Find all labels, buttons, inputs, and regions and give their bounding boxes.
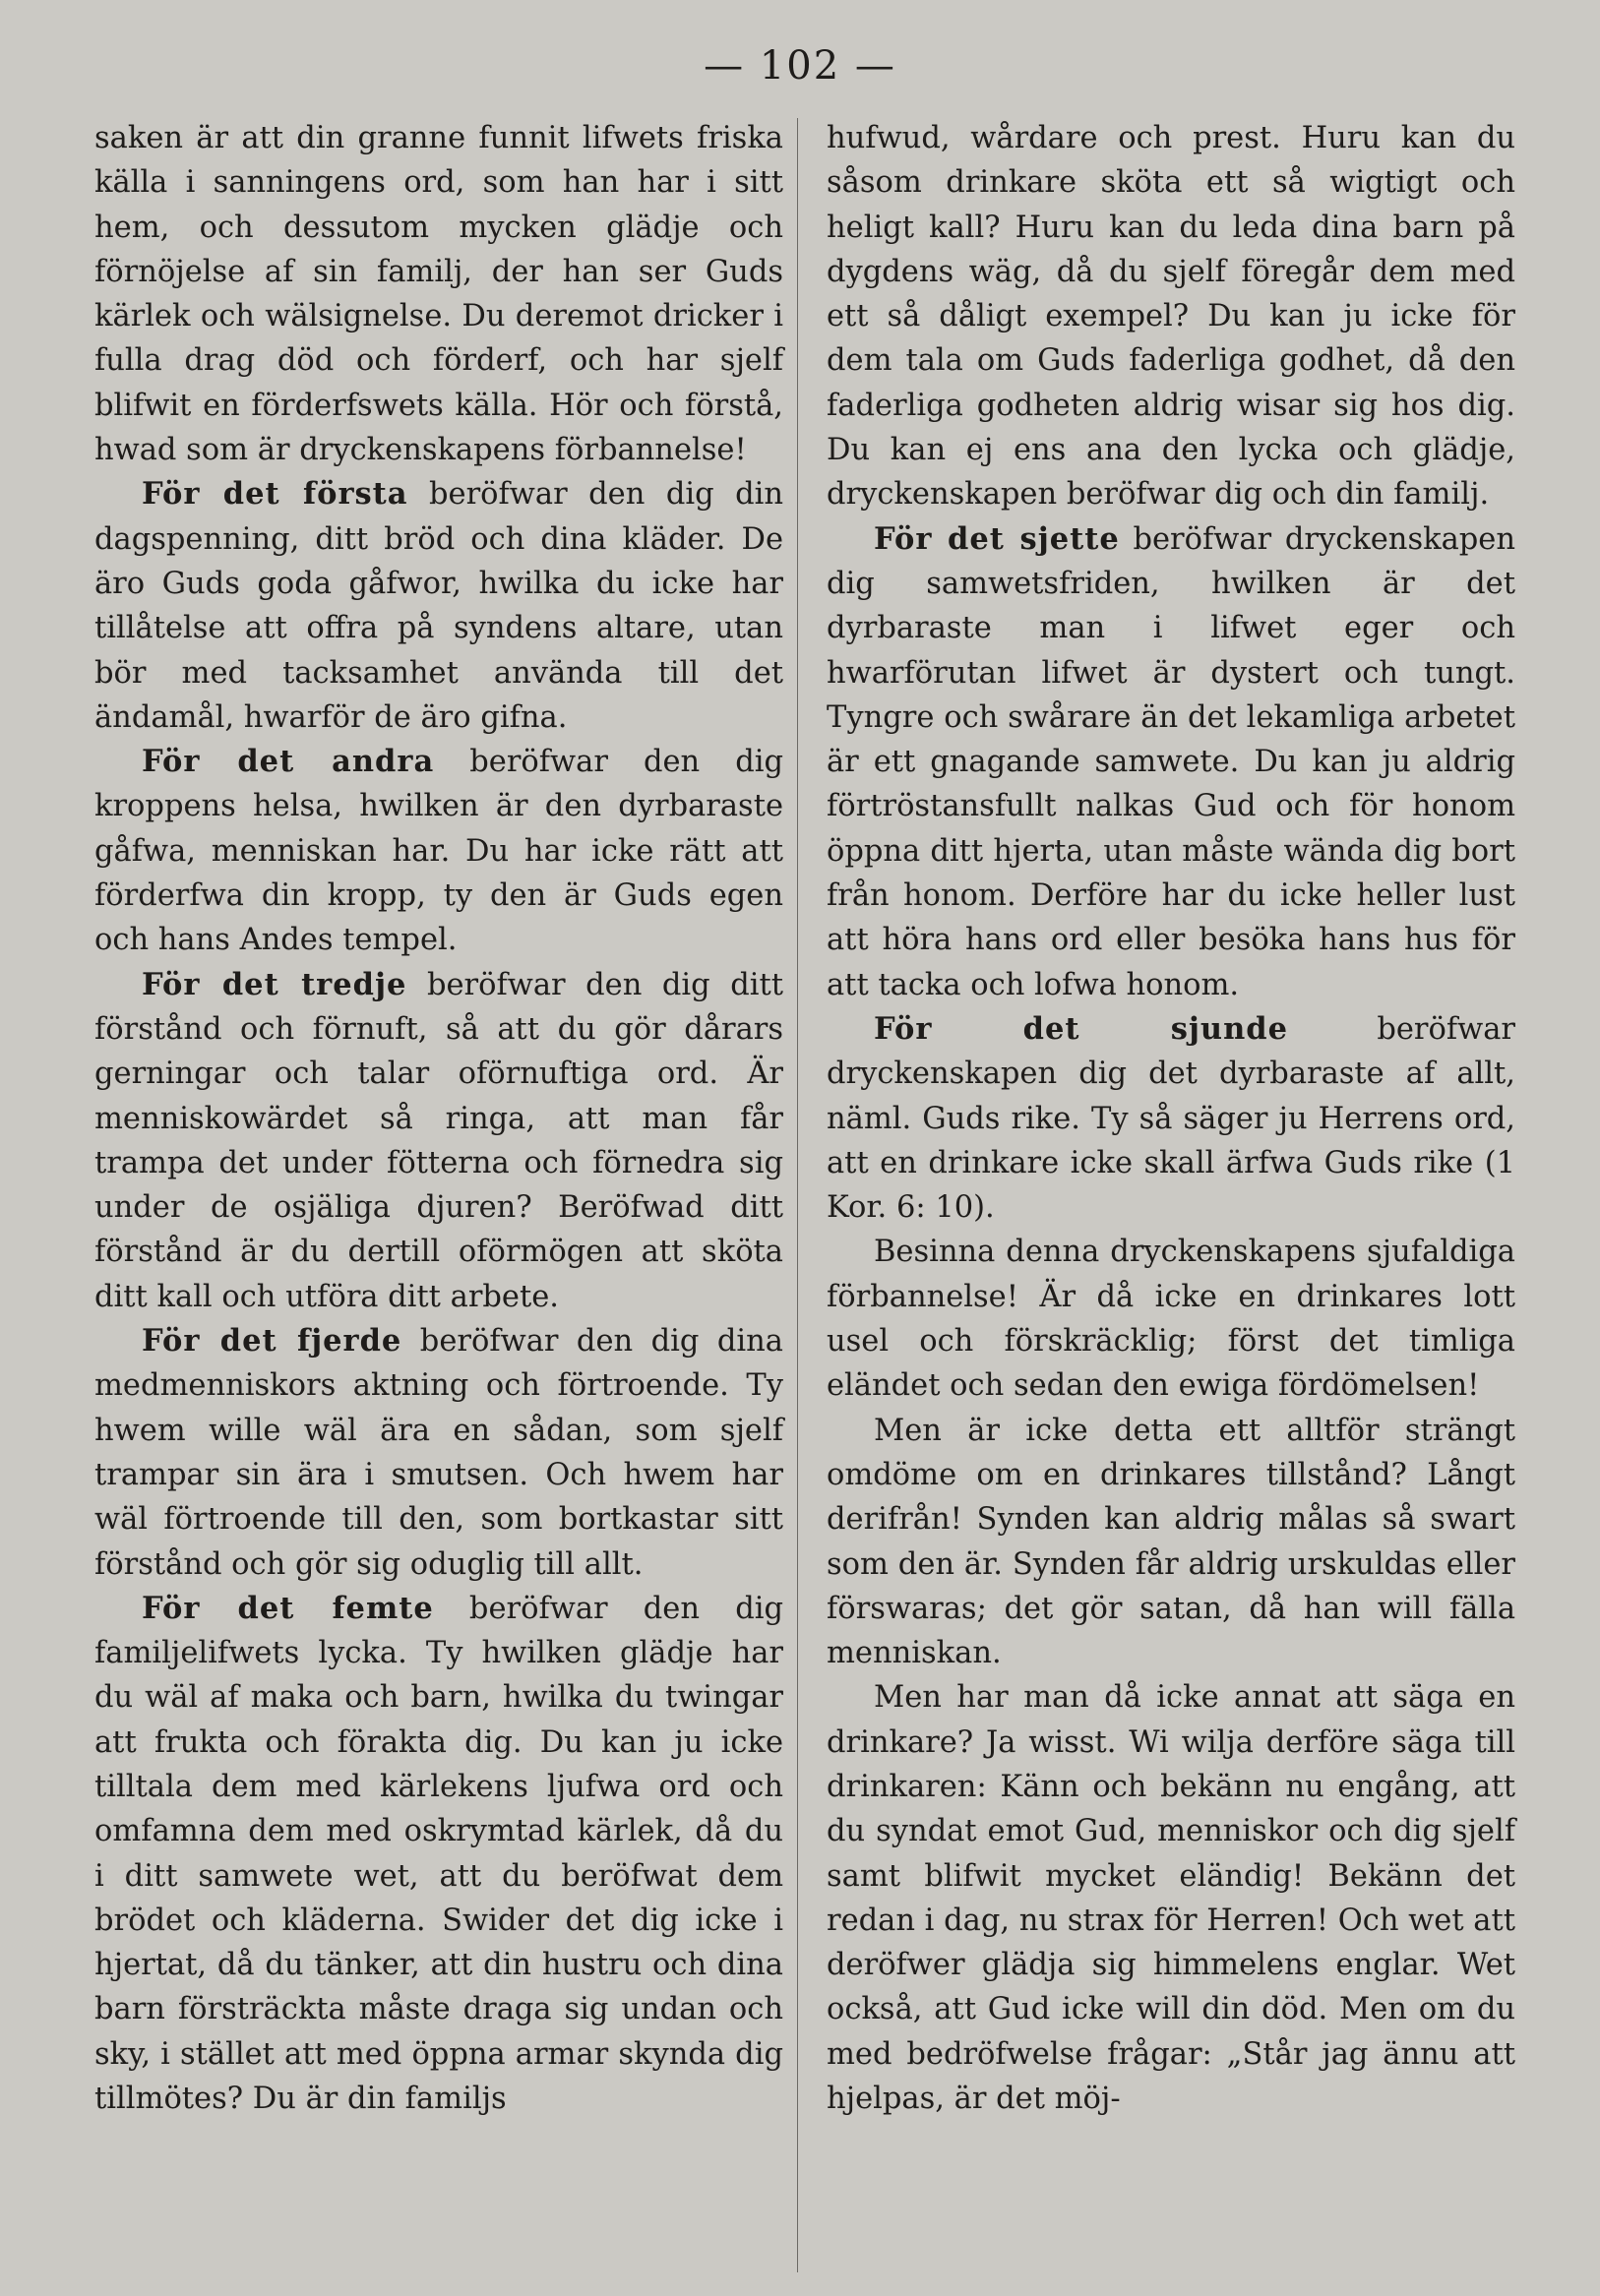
paragraph: hufwud, wårdare och prest. Huru kan du såsom drinkare sköta ett så wigtigt och heligt kall? Huru kan du leda dina barn på dygdens wäg, då du sjelf föregår dem med ett så dåligt exempel? Du kan ju icke för dem tala om Guds faderliga godhet, då den faderliga godheten aldrig wisar sig hos dig. Du kan ej ens ana den lycka och glädje, dryckenskapen beröfwar dig och din familj. [827,121,1515,513]
paragraph-lead: För det sjette [874,520,1120,557]
paragraph: För det andra beröfwar den dig kroppens helsa, hwilken är den dyrbaraste gåfwa, menniskan har. Du har icke rätt att förderfwa din kropp, ty den är Guds egen och hans Andes tempel. [94,744,783,958]
paragraph: Besinna denna dryckenskapens sjufaldiga förbannelse! Är då icke en drinkares lott usel och förskräcklig; först det timliga eländet och sedan den ewiga fördömelsen! [827,1235,1515,1404]
column-divider [797,118,798,2272]
paragraph: Men har man då icke annat att säga en drinkare? Ja wisst. Wi wilja derföre säga till drinkaren: Känn och bekänn nu engång, att du syndat emot Gud, menniskor och dig sjelf samt blifwit mycket eländig! Bekänn det redan i dag, nu strax för Herren! Och wet att deröfwer glädja sig himmelens englar. Wet också, att Gud icke will din död. Men om du med bedröfwelse frågar: „Står jag ännu att hjelpas, är det möj- [827,1680,1515,2117]
paragraph: För det sjunde beröfwar dryckenskapen dig det dyrbaraste af allt, näml. Guds rike. Ty så säger ju Herrens ord, att en drinkare icke skall ärfwa Guds rike (1 Kor. 6: 10). [827,1010,1515,1226]
paragraph: För det femte beröfwar den dig familjelifwets lycka. Ty hwilken glädje har du wäl af maka och barn, hwilka du twingar att frukta och förakta dig. Du kan ju icke tilltala dem med kärlekens ljufwa ord och omfamna dem med oskrymtad kärlek, då du i ditt samwete wet, att du beröfwat dem brödet och kläderna. Swider det dig icke i hjertat, då du tänker, att din hustru och dina barn försträckta måste draga sig undan och sky, i stället att med öppna armar skynda dig tillmötes? Du är din familjs [94,1590,783,2117]
paragraph-lead: För det andra [142,744,435,780]
paragraph: För det fjerde beröfwar den dig dina medmenniskors aktning och förtroende. Ty hwem wille wäl ära en sådan, som sjelf trampar sin ära i smutsen. Och hwem har wäl förtroende till den, som bortkastar sitt förstånd och gör sig oduglig till allt. [94,1323,783,1582]
paragraph: Men är icke detta ett alltför strängt omdöme om en drinkares tillstånd? Långt derifrån! Synden kan aldrig målas så swart som den är. Synden får aldrig urskuldas eller förswaras; det gör satan, då han will fälla menniskan. [827,1413,1515,1671]
paragraph-lead: För det första [142,476,408,513]
paragraph-lead: För det fjerde [142,1323,402,1359]
paragraph-lead: För det sjunde [874,1010,1288,1047]
page-number: — 102 — [704,43,896,89]
paragraph: För det första beröfwar den dig din dagspenning, ditt bröd och dina kläder. De äro Guds goda gåfwor, hwilka du icke har tillåtelse att offra på syndens altare, utan bör med tacksamhet använda till det ändamål, hwarför de äro gifna. [94,476,783,735]
right-column [827,116,1515,2121]
paragraph: saken är att din granne funnit lifwets friska källa i sanningens ord, som han har i sitt hem, och dessutom mycken glädje och förnöjelse af sin familj, der han ser Guds kärlek och wälsignelse. Du deremot dricker i fulla drag död och förderf, och har sjelf blifwit en förderfswets källa. Hör och förstå, hwad som är dryckenskapens förbannelse! [94,121,783,468]
paragraph: För det sjette beröfwar dryckenskapen dig samwetsfriden, hwilken är det dyrbaraste man i lifwet eger och hwarförutan lifwet är dystert och tungt. Tyngre och swårare än det lekamliga arbetet är ett gnagande samwete. Du kan ju aldrig förtröstansfullt nalkas Gud och för honom öppna ditt hjerta, utan måste wända dig bort från honom. Derföre har du icke heller lust att höra hans ord eller besöka hans hus för att tacka och lofwa honom. [827,520,1515,1002]
paragraph-lead: För det femte [142,1590,434,1626]
left-column [94,116,783,2121]
paragraph-lead: För det tredje [142,966,407,1002]
paragraph: För det tredje beröfwar den dig ditt förstånd och förnuft, så att du gör dårars gerningar och talar oförnuftiga ord. Är menniskowärdet så ringa, att man får trampa det under fötterna och förnedra sig under de osjäliga djuren? Beröfwad ditt förstånd är du dertill oförmögen att sköta ditt kall och utföra ditt arbete. [94,966,783,1314]
